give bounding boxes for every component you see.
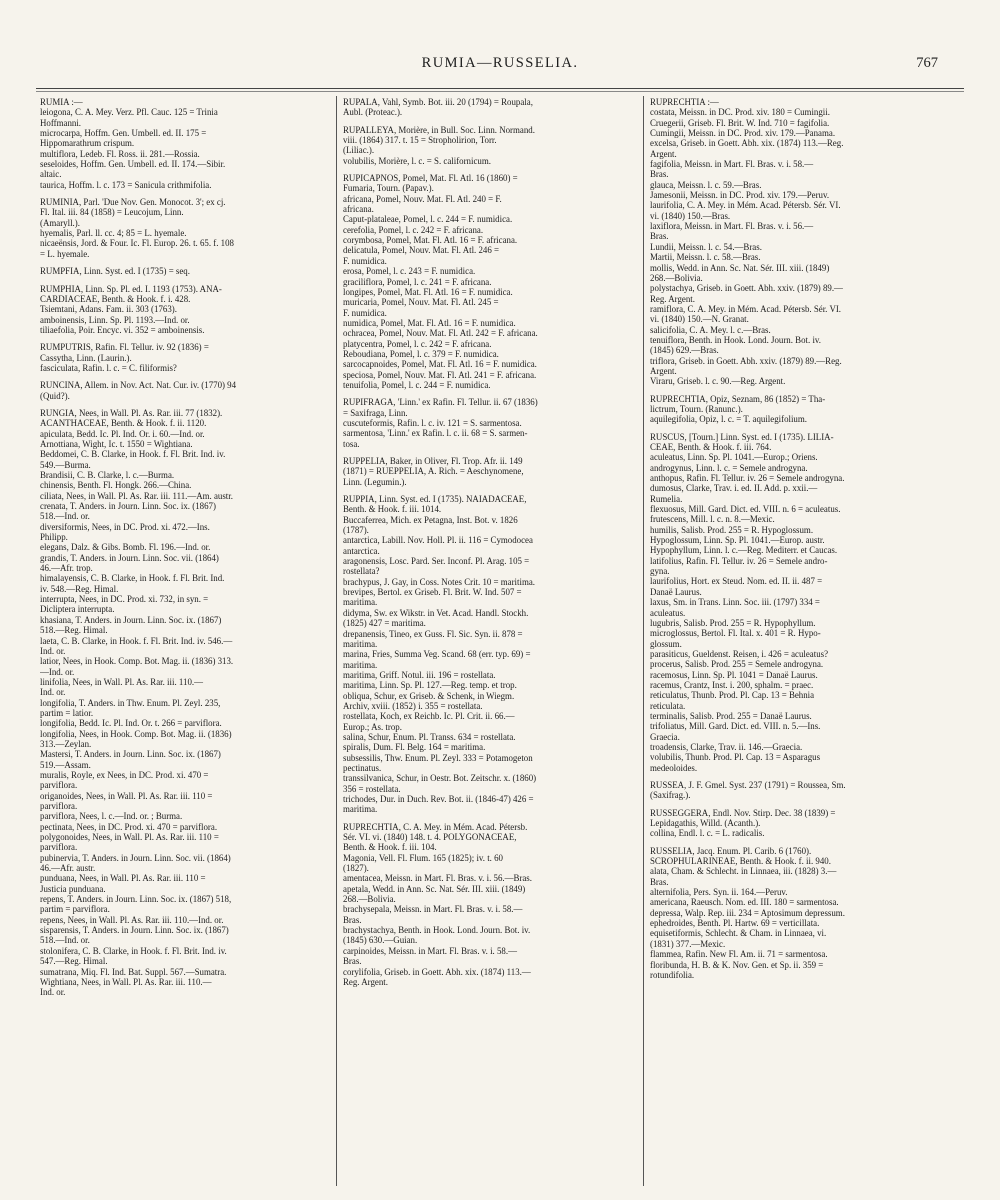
entry-line: delicatula, Pomel, Nouv. Mat. Fl. Atl. 246 = (343, 245, 500, 256)
entry-line: parviflora. (40, 842, 78, 853)
entry-line: Hippomarathrum crispum. (40, 138, 135, 149)
entry-line: excelsa, Griseb. in Goett. Abh. xix. (1874) 113.—Reg. (650, 138, 844, 149)
entry-line: androgynus, Linn. l. c. = Semele androgyna. (650, 462, 808, 473)
entry-line: maritima. (343, 597, 378, 608)
entry-line: aculeatus, Linn. Sp. Pl. 1041.—Europ.; Oriens. (650, 452, 818, 463)
entry-line: laxus, Sm. in Trans. Linn. Soc. iii. (1797) 334 = (650, 597, 820, 608)
entry-line: ciliata, Nees, in Wall. Pl. As. Rar. iii. 111.—Am. austr. (40, 490, 233, 501)
entry-line: parviflora. (40, 780, 78, 791)
entry-line: volubilis, Thunb. Prod. Pl. Cap. 13 = Asparagus (650, 752, 821, 763)
entry-line: vi. (1840) 150.—Bras. (650, 210, 731, 221)
entry-line: Argent. (650, 365, 677, 376)
entry-line: leiogona, C. A. Mey. Verz. Pfl. Cauc. 125 = Trinia (40, 107, 218, 118)
entry-line: rotundifolia. (650, 969, 695, 980)
entry-line: amentacea, Meissn. in Mart. Fl. Bras. v. i. 56.—Bras. (343, 873, 532, 884)
entry-line: laeta, C. B. Clarke, in Hook. f. Fl. Brit. Ind. iv. 546.— (40, 635, 233, 646)
entry-gap (650, 801, 944, 808)
entry-gap (40, 190, 334, 197)
entry-line: trifoliatus, Mill. Gard. Dict. ed. VIII. n. 5.—Ins. (650, 721, 821, 732)
entry-gap (343, 449, 637, 456)
entry-line: elegans, Dalz. & Gibs. Bomb. Fl. 196.—Ind. or. (40, 542, 211, 553)
running-title: RUMIA—RUSSELIA. (421, 55, 579, 71)
entry-line: brachysepala, Meissn. in Mart. Fl. Bras. v. i. 58.— (343, 904, 523, 915)
entry-line: Cumingii, Meissn. in DC. Prod. xiv. 179.—Panama. (650, 128, 836, 139)
entry-line: multiflora, Ledeb. Fl. Ross. ii. 281.—Rossia. (40, 148, 200, 159)
entry-line: erosa, Pomel, l. c. 243 = F. numidica. (343, 266, 476, 277)
entry-line: parviflora, Nees, l. c.—Ind. or. ; Burma. (40, 811, 183, 822)
entry-line: Reg. Argent. (343, 976, 388, 987)
entry-line: nicaeënsis, Jord. & Four. Ic. Fl. Europ. 26. t. 65. f. 108 (40, 238, 234, 249)
entry-line: (Amaryll.). (40, 217, 80, 228)
entry-line: RUPALA, Vahl, Symb. Bot. iii. 20 (1794) = Roupala, (343, 97, 533, 107)
entry-line: RUSCUS, [Tourn.] Linn. Syst. ed. I (1735). LILIA- (650, 431, 834, 442)
entry-line: humilis, Salisb. Prod. 255 = R. Hypoglossum. (650, 524, 814, 535)
entry-line: sumatrana, Miq. Fl. Ind. Bat. Suppl. 567.—Sumatra. (40, 966, 227, 977)
entry-line: salicifolia, C. A. Mey. l. c.—Bras. (650, 324, 771, 335)
entry-line: parasiticus, Gueldenst. Reisen, i. 426 = aculeatus? (650, 648, 829, 659)
entry-line: longifolia, Nees, in Hook. Comp. Bot. Mag. ii. (1836) (40, 728, 232, 739)
entry-line: RUPIFRAGA, 'Linn.' ex Rafin. Fl. Tellur. ii. 67 (1836) (343, 397, 538, 408)
entry-line: depressa, Walp. Rep. iii. 234 = Aptosimum depressum. (650, 907, 845, 918)
entry-line: (1831) 377.—Mexic. (650, 938, 726, 949)
entry-line: cuscuteformis, Rafin. l. c. iv. 121 = S. sarmentosa. (343, 417, 522, 428)
entry-line: RUSSEA, J. F. Gmel. Syst. 237 (1791) = Roussea, Sm. (650, 780, 846, 790)
entry-line: longipes, Pomel, Mat. Fl. Atl. 16 = F. numidica. (343, 286, 513, 297)
entry-line: volubilis, Morière, l. c. = S. californicum. (343, 155, 491, 166)
entry-line: Buccaferrea, Mich. ex Petagna, Inst. Bot. v. 1826 (343, 514, 518, 525)
entry-line: iv. 548.—Reg. Himal. (40, 583, 119, 594)
entry-line: taurica, Hoffm. l. c. 173 = Sanicula crithmifolia. (40, 179, 212, 190)
entry-line: ochracea, Pomel, Nouv. Mat. Fl. Atl. 242 = F. africana. (343, 328, 538, 339)
entry-line: RUPALLEYA, Morière, in Bull. Soc. Linn. Normand. (343, 124, 535, 135)
entry-line: CEAE, Benth. & Hook. f. iii. 764. (650, 442, 772, 452)
entry-line: frutescens, Mill. l. c. n. 8.—Mexic. (650, 514, 775, 525)
entry-line: crenata, T. Anders. in Journ. Linn. Soc. ix. (1867) (40, 501, 216, 512)
entry-line: 268.—Bolivia. (343, 894, 396, 905)
entry-line: vi. (1840) 150.—N. Granat. (650, 314, 749, 325)
entry-line: ramiflora, C. A. Mey. in Mém. Acad. Pétersb. Sér. VI. (650, 303, 842, 314)
entry-line: medeoloides. (650, 762, 698, 773)
entry-line: Philipp. (40, 532, 68, 543)
entry-line: mollis, Wedd. in Ann. Sc. Nat. Sér. III. xiii. (1849) (650, 262, 830, 273)
entry-line: apetala, Wedd. in Ann. Sc. Nat. Sér. III. xiii. (1849) (343, 883, 526, 894)
entry-line: punduana, Nees, in Wall. Pl. As. Rar. iii. 110 = (40, 873, 206, 884)
entry-line: (1845) 629.—Bras. (650, 345, 719, 356)
entry-line: Danaë Laurus. (650, 586, 702, 597)
entry-line: Wightiana, Nees, in Wall. Pl. As. Rar. iii. 110.— (40, 976, 212, 987)
entry-line: ephedroides, Benth. Pl. Hartw. 69 = verticillata. (650, 918, 820, 929)
entry-line: (1825) 427 = maritima. (343, 618, 426, 629)
entry-line: Brandisii, C. B. Clarke, l. c.—Burma. (40, 470, 175, 480)
entry-line: RUPRECHTIA :— (650, 97, 719, 107)
entry-gap (650, 773, 944, 780)
entry-line: fagifolia, Meissn. in Mart. Fl. Bras. v. i. 58.— (650, 159, 814, 170)
entry-line: muricaria, Pomel, Nouv. Mat. Fl. Atl. 245 = (343, 297, 499, 308)
entry-line: platycentra, Pomel, l. c. 242 = F. africana. (343, 338, 492, 349)
entry-line: reticulatus, Thunb. Prod. Pl. Cap. 13 = Behnia (650, 690, 815, 701)
entry-line: ACANTHACEAE, Benth. & Hook. f. ii. 1120. (40, 418, 207, 429)
entry-line: latifolius, Rafin. Fl. Tellur. iv. 26 = Semele andro- (650, 555, 828, 566)
entry-line: Martii, Meissn. l. c. 58.—Bras. (650, 252, 761, 263)
entry-line: seseloides, Hoffm. Gen. Umbell. ed. II. 174.—Sibir. (40, 159, 226, 170)
entry-line: Justicia punduana. (40, 883, 106, 894)
entry-line: corymbosa, Pomel, Mat. Fl. Atl. 16 = F. africana. (343, 235, 518, 246)
entry-line: chinensis, Benth. Fl. Hongk. 266.—China. (40, 480, 192, 491)
entry-line: Argent. (650, 148, 677, 159)
entry-line: diversiformis, Nees, in DC. Prod. xi. 472.—Ins. (40, 521, 210, 532)
entry-line: obliqua, Schur, ex Griseb. & Schenk, in Wiegm. (343, 690, 515, 701)
entry-line: alata, Cham. & Schlecht. in Linnaea, iii. (1828) 3.— (650, 866, 837, 877)
entry-line: flammea, Rafin. New Fl. Am. ii. 71 = sarmentosa. (650, 949, 828, 960)
entry-line: parviflora. (40, 801, 78, 811)
entry-line: Hoffmanni. (40, 117, 81, 128)
entry-line: 547.—Reg. Himal. (40, 956, 108, 967)
entry-line: 46.—Afr. trop. (40, 563, 93, 574)
entry-line: RUMPFIA, Linn. Syst. ed. I (1735) = seq. (40, 266, 190, 277)
header-rule (36, 88, 964, 89)
entry-line: 518.—Ind. or. (40, 511, 90, 522)
entry-line: Rumelia. (650, 493, 683, 504)
entry-line: RUSSELIA, Jacq. Enum. Pl. Carib. 6 (1760). (650, 845, 812, 856)
entry-line: racemus, Crantz, Inst. i. 200, sphalm. = praec. (650, 679, 814, 690)
entry-line: RUPRECHTIA, C. A. Mey. in Mém. Acad. Pétersb. (343, 821, 528, 832)
entry-line: Caput-plataleae, Pomel, l. c. 244 = F. numidica. (343, 214, 513, 225)
entry-line: hyemalis, Parl. ll. cc. 4; 85 = L. hyemale. (40, 228, 187, 239)
entry-line: Bras. (650, 231, 669, 242)
entry-line: viii. (1864) 317. t. 15 = Stropholirion, Torr. (343, 135, 497, 146)
entry-line: Hypophyllum, Linn. l. c.—Reg. Mediterr. et Caucas. (650, 545, 838, 556)
text-column-left (40, 97, 334, 1185)
entry-line: SCROPHULARINEAE, Benth. & Hook. f. ii. 940. (650, 856, 831, 867)
entry-line: pubinervia, T. Anders. in Journ. Linn. Soc. vii. (1864) (40, 852, 231, 863)
entry-line: —Ind. or. (40, 666, 75, 677)
entry-line: RUMPHIA, Linn. Sp. Pl. ed. I. 1193 (1753). ANA- (40, 283, 222, 294)
entry-line: (Quid?). (40, 390, 70, 401)
column-divider (643, 96, 644, 1186)
entry-line: origanoides, Nees, in Wall. Pl. As. Rar. iii. 110 = (40, 790, 213, 801)
entry-line: africana, Pomel, Nouv. Mat. Fl. Atl. 240 = F. (343, 193, 502, 204)
entry-line: procerus, Salisb. Prod. 255 = Semele androgyna. (650, 659, 824, 670)
entry-line: sarmentosa, 'Linn.' ex Rafin. l. c. ii. 68 = S. sarmen- (343, 428, 528, 439)
entry-line: 356 = rostellata. (343, 783, 401, 794)
entry-line: 313.—Zeylan. (40, 738, 92, 749)
entry-line: terminalis, Salisb. Prod. 255 = Danaë Laurus. (650, 710, 812, 721)
entry-line: Lundii, Meissn. l. c. 54.—Bras. (650, 241, 762, 252)
entry-line: Archiv, xviii. (1852) i. 355 = rostellata. (343, 700, 483, 711)
entry-line: maritima, Linn. Sp. Pl. 127.—Reg. temp. et trop. (343, 680, 517, 691)
entry-line: Mastersi, T. Anders. in Journ. Linn. Soc. ix. (1867) (40, 749, 221, 760)
entry-line: Cruegerii, Griseb. Fl. Brit. W. Ind. 710 = fagifolia. (650, 117, 830, 128)
entry-line: = L. hyemale. (40, 248, 90, 259)
entry-line: maritima, Griff. Notul. iii. 196 = rostellata. (343, 669, 496, 680)
text-column-middle (343, 97, 637, 1185)
entry-line: spiralis, Dum. Fl. Belg. 164 = maritima. (343, 742, 486, 753)
entry-line: aculeatus. (650, 607, 686, 618)
entry-line: Fl. Ital. iii. 84 (1858) = Leucojum, Linn. (40, 207, 184, 218)
entry-line: Cassytha, Linn. (Laurin.). (40, 352, 132, 363)
entry-line: microglossus, Bertol. Fl. Ital. x. 401 = R. Hypo- (650, 628, 821, 639)
entry-line: dumosus, Clarke, Trav. i. ed. II. Add. p. xxii.— (650, 483, 818, 494)
entry-line: gyna. (650, 566, 670, 577)
entry-line: Bras. (343, 956, 362, 967)
entry-line: tenuiflora, Benth. in Hook. Lond. Journ. Bot. iv. (650, 334, 821, 345)
entry-line: fasciculata, Rafin. l. c. = C. filiformis? (40, 362, 177, 373)
entry-line: grandis, T. Anders. in Journ. Linn. Soc. vii. (1864) (40, 552, 219, 563)
entry-line: aragonensis, Losc. Pard. Ser. Inconf. Pl. Arag. 105 = (343, 556, 530, 567)
entry-line: Magonia, Vell. Fl. Flum. 165 (1825); iv. t. 60 (343, 852, 503, 863)
entry-line: lugubris, Salisb. Prod. 255 = R. Hypophyllum. (650, 617, 816, 628)
entry-line: (1787). (343, 525, 369, 536)
entry-gap (343, 487, 637, 494)
entry-line: Beddomei, C. B. Clarke, in Hook. f. Fl. Brit. Ind. iv. (40, 449, 226, 460)
text-column-right (650, 97, 944, 1185)
entry-line: longifolia, Bedd. Ic. Pl. Ind. Or. t. 266 = parviflora. (40, 718, 222, 729)
entry-line: 519.—Assam. (40, 759, 91, 770)
entry-line: Ind. or. (40, 645, 66, 656)
entry-line: triflora, Griseb. in Goett. Abh. xxiv. (1879) 89.—Reg. (650, 355, 842, 366)
entry-line: laurifolia, C. A. Mey. in Mém. Acad. Pétersb. Sér. VI. (650, 200, 841, 211)
entry-line: tiliaefolia, Poir. Encyc. vi. 352 = amboinensis. (40, 324, 205, 335)
entry-line: khasiana, T. Anders. in Journ. Linn. Soc. ix. (1867) (40, 614, 222, 625)
page-number: 767 (916, 55, 938, 71)
entry-line: subsessilis, Thw. Enum. Pl. Zeyl. 333 = Potamogeton (343, 752, 533, 763)
entry-gap (343, 118, 637, 125)
entry-line: Arnottiana, Wight, Ic. t. 1550 = Wightiana. (40, 438, 193, 449)
entry-line: microcarpa, Hoffm. Gen. Umbell. ed. II. 175 = (40, 128, 207, 139)
entry-line: Graecia. (650, 731, 680, 742)
entry-line: americana, Raeusch. Nom. ed. III. 180 = sarmentosa. (650, 897, 839, 908)
entry-line: numidica, Pomel, Mat. Fl. Atl. 16 = F. numidica. (343, 317, 516, 328)
entry-line: speciosa, Pomel, Nouv. Mat. Fl. Atl. 241 = F. africana. (343, 369, 537, 380)
entry-line: laxiflora, Meissn. in Mart. Fl. Bras. v. i. 56.— (650, 221, 814, 232)
entry-line: alternifolia, Pers. Syn. ii. 164.—Peruv. (650, 887, 788, 898)
entry-line: sarcocapnoides, Pomel, Mat. Fl. Atl. 16 = F. numidica. (343, 359, 537, 370)
entry-line: (1827). (343, 863, 369, 874)
entry-line: reticulata. (650, 700, 686, 711)
entry-line: carpinoides, Meissn. in Mart. Fl. Bras. v. i. 58.— (343, 945, 517, 956)
entry-line: flexuosus, Mill. Gard. Dict. ed. VIII. n. 6 = aculeatus. (650, 504, 841, 515)
entry-line: 518.—Reg. Himal. (40, 625, 108, 636)
entry-gap (40, 259, 334, 266)
entry-line: RUPICAPNOS, Pomel, Mat. Fl. Atl. 16 (1860) = (343, 173, 518, 184)
entry-line: brachystachya, Benth. in Hook. Lond. Journ. Bot. iv. (343, 925, 531, 936)
entry-line: Bras. (343, 914, 362, 925)
entry-line: repens, T. Anders. in Journ. Linn. Soc. ix. (1867) 518, (40, 894, 232, 905)
entry-line: tosa. (343, 438, 360, 449)
entry-line: rostellata, Koch, ex Reichb. Ic. Pl. Crit. ii. 66.— (343, 711, 515, 722)
entry-line: equisetiformis, Schlecht. & Cham. in Linnaea, vi. (650, 928, 827, 939)
entry-line: cerefolia, Pomel, l. c. 242 = F. africana. (343, 224, 484, 235)
entry-line: interrupta, Nees, in DC. Prod. xi. 732, in syn. = (40, 594, 209, 605)
entry-line: RUMINIA, Parl. 'Due Nov. Gen. Monocot. 3'; ex cj. (40, 197, 226, 208)
entry-gap (343, 166, 637, 173)
entry-gap (40, 401, 334, 408)
entry-line: costata, Meissn. in DC. Prod. xiv. 180 = Cumingii. (650, 107, 830, 118)
entry-line: Benth. & Hook. f. iii. 1014. (343, 504, 442, 515)
entry-line: didyma, Sw. ex Wikstr. in Vet. Acad. Handl. Stockh. (343, 607, 529, 618)
entry-line: RUPPELIA, Baker, in Oliver, Fl. Trop. Afr. ii. 149 (343, 456, 523, 466)
entry-line: Fumaria, Tourn. (Papav.). (343, 183, 434, 194)
entry-gap (40, 373, 334, 380)
entry-gap (40, 277, 334, 284)
entry-line: Ind. or. (40, 987, 66, 998)
entry-line: amboinensis, Linn. Sp. Pl. 1193.—Ind. or. (40, 314, 190, 325)
entry-gap (343, 390, 637, 397)
entry-line: rostellata? (343, 566, 380, 577)
entry-line: floribunda, H. B. & K. Nov. Gen. et Sp. ii. 359 = (650, 959, 824, 970)
entry-line: trichodes, Dur. in Duch. Rev. Bot. ii. (1846-47) 426 = (343, 794, 534, 804)
entry-line: lictrum, Tourn. (Ranunc.). (650, 403, 743, 414)
entry-line: polygonoides, Nees, in Wall. Pl. As. Rar. iii. 110 = (40, 832, 219, 843)
entry-line: Benth. & Hook. f. iii. 104. (343, 842, 437, 853)
entry-line: F. numidica. (343, 307, 387, 318)
entry-line: Sér. VI. vi. (1840) 148. t. 4. POLYGONACEAE, (343, 832, 517, 843)
entry-line: graciliflora, Pomel, l. c. 241 = F. africana. (343, 276, 492, 287)
entry-line: sisparensis, T. Anders. in Journ. Linn. Soc. ix. (1867) (40, 925, 229, 936)
entry-line: laurifolius, Hort. ex Steud. Nom. ed. II. ii. 487 = (650, 576, 823, 587)
entry-line: Bras. (650, 169, 669, 180)
entry-line: anthopus, Rafin. Fl. Tellur. iv. 26 = Semele androgyna. (650, 473, 845, 484)
entry-line: Ind. or. (40, 687, 66, 698)
header-rule-thin (36, 91, 964, 92)
entry-gap (650, 387, 944, 394)
entry-line: drepanensis, Tineo, ex Guss. Fl. Sic. Syn. ii. 878 = (343, 628, 523, 639)
entry-line: transsilvanica, Schur, in Oestr. Bot. Zeitschr. x. (1860) (343, 773, 537, 784)
entry-line: altaic. (40, 169, 62, 180)
entry-line: maritima. (343, 804, 378, 815)
entry-line: CARDIACEAE, Benth. & Hook. f. i. 428. (40, 293, 191, 304)
entry-line: salina, Schur, Enum. Pl. Transs. 634 = rostellata. (343, 731, 516, 742)
entry-line: glauca, Meissn. l. c. 59.—Bras. (650, 179, 762, 190)
entry-line: 268.—Bolivia. (650, 272, 703, 283)
entry-line: (1845) 630.—Guian. (343, 935, 418, 946)
entry-line: (Liliac.). (343, 145, 375, 156)
entry-line: maritima. (343, 638, 378, 649)
entry-line: Linn. (Legumin.). (343, 476, 407, 487)
entry-line: Reg. Argent. (650, 293, 695, 304)
entry-gap (650, 425, 944, 432)
entry-line: brevipes, Bertol. ex Griseb. Fl. Brit. W. Ind. 507 = (343, 587, 522, 598)
entry-line: apiculata, Bedd. Ic. Pl. Ind. Or. i. 60.—Ind. or. (40, 428, 205, 439)
entry-line: glossum. (650, 638, 682, 649)
entry-line: racemosus, Linn. Sp. Pl. 1041 = Danaë Laurus. (650, 669, 818, 680)
entry-line: Tsiemtani, Adans. Fam. ii. 303 (1763). (40, 304, 177, 315)
entry-line: aquilegifolia, Opiz, l. c. = T. aquilegifolium. (650, 414, 807, 425)
entry-gap (650, 839, 944, 846)
entry-line: (1871) = RUEPPELIA, A. Rich. = Aeschynomene, (343, 466, 524, 477)
entry-line: Lepidagathis, Willd. (Acanth.). (650, 818, 761, 829)
entry-line: partim = latior. (40, 707, 94, 718)
entry-line: Jamesonii, Meissn. in DC. Prod. xiv. 179.—Peruv. (650, 190, 830, 201)
entry-line: RUNCINA, Allem. in Nov. Act. Nat. Cur. iv. (1770) 94 (40, 380, 237, 391)
entry-line: polystachya, Griseb. in Goett. Abh. xxiv. (1879) 89.— (650, 283, 843, 294)
entry-line: stolonifera, C. B. Clarke, in Hook. f. Fl. Brit. Ind. iv. (40, 945, 227, 956)
entry-line: Hypoglossum, Linn. Sp. Pl. 1041.—Europ. austr. (650, 535, 825, 546)
entry-line: repens, Nees, in Wall. Pl. As. Rar. iii. 110.—Ind. or. (40, 914, 224, 925)
entry-line: RUPPIA, Linn. Syst. ed. I (1735). NAIADACEAE, (343, 494, 527, 505)
entry-line: Viraru, Griseb. l. c. 90.—Reg. Argent. (650, 376, 786, 387)
entry-line: 549.—Burma. (40, 459, 91, 470)
entry-line: RUPRECHTIA, Opiz, Seznam, 86 (1852) = Tha- (650, 393, 826, 404)
entry-line: antarctica. (343, 545, 380, 556)
entry-line: F. numidica. (343, 255, 387, 266)
entry-line: linifolia, Nees, in Wall. Pl. As. Rar. iii. 110.— (40, 676, 203, 687)
entry-line: brachypus, J. Gay, in Coss. Notes Crit. 10 = maritima. (343, 576, 536, 587)
entry-line: troadensis, Clarke, Trav. ii. 146.—Graecia. (650, 741, 803, 752)
entry-line: RUMPUTRIS, Rafin. Fl. Tellur. iv. 92 (1836) = (40, 342, 209, 353)
entry-line: marina, Fries, Summa Veg. Scand. 68 (err. typ. 69) = (343, 649, 531, 660)
entry-line: Aubl. (Proteac.). (343, 107, 403, 118)
entry-line: (Saxifrag.). (650, 790, 691, 801)
entry-line: maritima. (343, 659, 378, 670)
entry-line: collina, Endl. l. c. = L. radicalis. (650, 828, 765, 839)
entry-line: tenuifolia, Pomel, l. c. 244 = F. numidica. (343, 379, 491, 390)
entry-line: Reboudiana, Pomel, l. c. 379 = F. numidica. (343, 348, 499, 359)
entry-line: latior, Nees, in Hook. Comp. Bot. Mag. ii. (1836) 313. (40, 656, 234, 667)
column-divider (336, 96, 337, 1186)
entry-line: partim = parviflora. (40, 904, 110, 915)
entry-line: = Saxifraga, Linn. (343, 407, 408, 418)
entry-line: himalayensis, C. B. Clarke, in Hook. f. Fl. Brit. Ind. (40, 573, 225, 584)
entry-line: pectinatus. (343, 762, 382, 773)
entry-line: corylifolia, Griseb. in Goett. Abh. xix. (1874) 113.— (343, 966, 531, 977)
entry-line: RUMIA :— (40, 97, 83, 107)
entry-line: longifolia, T. Anders. in Thw. Enum. Pl. Zeyl. 235, (40, 697, 221, 708)
entry-line: antarctica, Labill. Nov. Holl. Pl. ii. 116 = Cymodocea (343, 535, 533, 546)
entry-line: africana. (343, 204, 374, 215)
entry-line: Europ.; As. trop. (343, 721, 402, 732)
entry-line: Bras. (650, 876, 669, 887)
entry-line: pectinata, Nees, in DC. Prod. xi. 470 = parviflora. (40, 821, 218, 832)
page-header (0, 55, 1000, 77)
entry-line: RUNGIA, Nees, in Wall. Pl. As. Rar. iii. 77 (1832). (40, 407, 223, 418)
entry-line: 46.—Afr. austr. (40, 863, 96, 874)
entry-line: muralis, Royle, ex Nees, in DC. Prod. xi. 470 = (40, 769, 209, 780)
entry-line: 518.—Ind. or. (40, 935, 90, 946)
entry-line: Dicliptera interrupta. (40, 604, 115, 615)
entry-line: RUSSEGGERA, Endl. Nov. Stirp. Dec. 38 (1839) = (650, 807, 836, 818)
entry-gap (343, 815, 637, 822)
entry-gap (40, 335, 334, 342)
